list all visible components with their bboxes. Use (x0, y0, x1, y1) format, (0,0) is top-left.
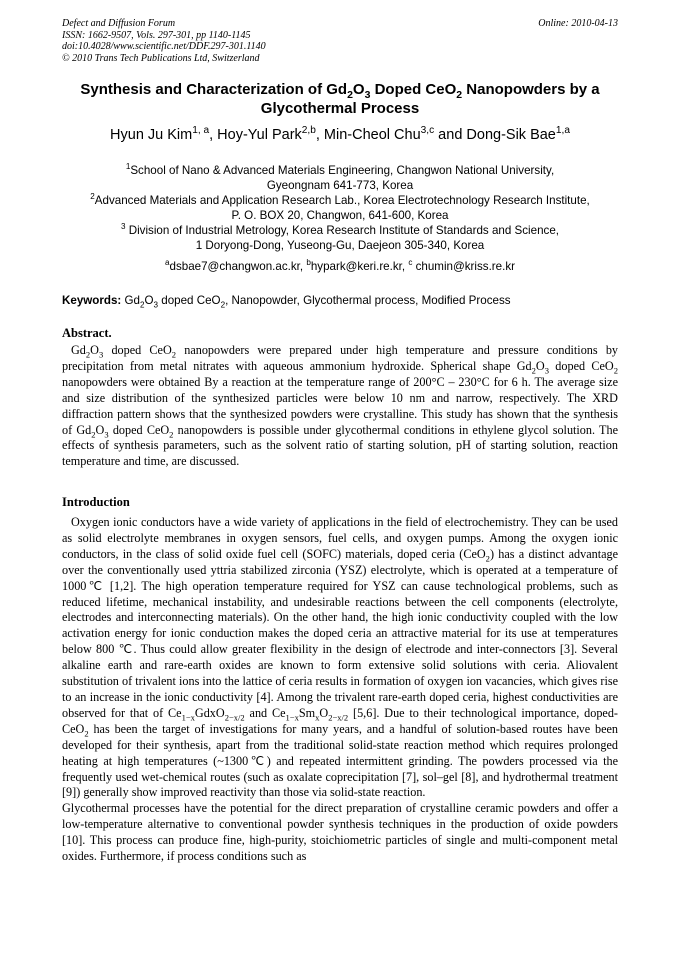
abstract-body: $Gd_2O_3$ doped CeO$_2$ nanopowders were prepared under high temperature and pressure conditions by precipitation from metal nitrates with aqueous ammonium hydroxide. Spherical shape $Gd_2O_3$ doped CeO$_2$ nanopowders were obtained By a reaction at the temperature range of 200°C – 230°C for 6 h. The average size and size distribution of the synthesized particles were below 10 nm and narrow, respectively. The XRD diffraction pattern shows that the synthesized powders were crystalline. This study has shown that the synthesis of $Gd_2O_3$ doped CeO$_2$ nanopowders is possible under glycothermal conditions in ethylene glycol solution. The effects of synthesis parameters, such as the solvent ratio of starting solution, pH of starting solution, reaction temperature and time, are discussed. (62, 343, 619, 469)
keywords-line: Keywords: $Gd_2O_3$ doped CeO$_2$, Nanopowder, Glycothermal process, Modified Process (62, 294, 511, 310)
intro-paragraph-1: Oxygen ionic conductors have a wide variety of applications in the field of electrochemistry. They can be used as solid electrolyte membranes in oxygen sensors, fuel cells, and oxygen pumps. Among the oxygen ionic conductors, in the class of solid oxide fuel cell (SOFC) materials, doped ceria (CeO$_2$) has a distinct advantage over the conventionally used yttria stabilized zirconia (YSZ) electrolyte, which is operated at a temperature of 1000℃ [1,2]. The high operation temperature required for YSZ can cause technological problems, such as reduced lifetime, mechanical instability, and undesirable reactions between the cell components (electrolyte, electrodes and interconnecting materials). On the other hand, the high ionic conductivity coupled with the low activation energy for ionic conduction makes the doped ceria an attractive material for its use at temperatures below 800 ℃. Thus could allow greater flexibility in the design of electrode and inter-connectors [3]. Several alkaline earth and rare-earth oxides are known to form extensive solid solutions with ceria. Aliovalent substitution of trivalent ions into the lattice of ceria results in formation of oxygen ion vacancies, which gives rise to an increase in the ionic conductivity [4]. Among the trivalent rare-earth doped ceria, highest conductivities are observed for that of $Ce_{1-x}GdxO_{2-x/2}$ and $Ce_{1-x}Sm_xO_{2-x/2}$ [5,6]. Due to their technological importance, doped-CeO$_2$ has been the target of investigations for many years, and a handful of solution-based routes have been developed for their synthesis, apart from the traditional solid-state reaction method which requires prolonged heating at high temperatures (~1300℃) and repeated intermittent grinding. The powders processed via the frequently used wet-chemical routes (such as oxalate coprecipitation [7], sol–gel [8], and hydrothermal treatment [9]) generally show improved reactivity than those via solid-state reaction. (62, 515, 618, 800)
introduction-heading: Introduction (62, 495, 130, 509)
online-date: Online: 2010-04-13 (538, 18, 618, 29)
introduction-body (62, 515, 618, 865)
affiliation-1: $^1$School of Nano & Advanced Materials Engineering, Changwon National University, Gyeongnam 641-773, Korea (125, 162, 555, 192)
copyright-line: © 2010 Trans Tech Publications Ltd, Switzerland (62, 52, 260, 64)
affiliation-3: $^3$ Division of Industrial Metrology, Korea Research Institute of Standards and Science, 1 Doryong-Dong, Yuseong-Gu, Daejeon 305-340, Korea (120, 222, 559, 252)
keywords-label: Keywords: (62, 294, 122, 307)
paper-title: Synthesis and Characterization of $Gd_2O_3$ Doped CeO$_2$ Nanopowders by a Glycothermal Process (80, 81, 600, 117)
journal-name: Defect and Diffusion Forum (62, 18, 176, 29)
journal-header (62, 18, 618, 64)
issn-line: ISSN: 1662-9507, Vols. 297-301, pp 1140-1145 (62, 29, 251, 41)
author-emails[interactable]: $^a$dsbae7@changwon.ac.kr, $^b$hypark@keri.re.kr, $^c$ chumin@kriss.re.kr (165, 258, 515, 273)
affiliation-2: $^2$Advanced Materials and Application Research Lab., Korea Electrotechnology Research Institute, P. O. BOX 20, Changwon, 641-600, Korea (90, 192, 590, 222)
intro-paragraph-2: Glycothermal processes have the potential for the direct preparation of crystalline ceramic powders and offer a low-temperature alternative to conventional powder synthesis techniques in the production of oxide powders [10]. This process can produce fine, high-purity, stoichiometric particles of single and multi-component metal oxides. Furthermore, if process conditions such as (62, 801, 618, 864)
doi-line[interactable]: doi:10.4028/www.scientific.net/DDF.297-301.1140 (62, 41, 266, 53)
abstract-heading: Abstract. (62, 326, 112, 340)
author-list: Hyun Ju Kim$^{1, a}$, Hoy-Yul Park$^{2,b}$, Min-Cheol Chu$^{3,c}$ and Dong-Sik Bae$^{1,a}$ (110, 125, 570, 143)
